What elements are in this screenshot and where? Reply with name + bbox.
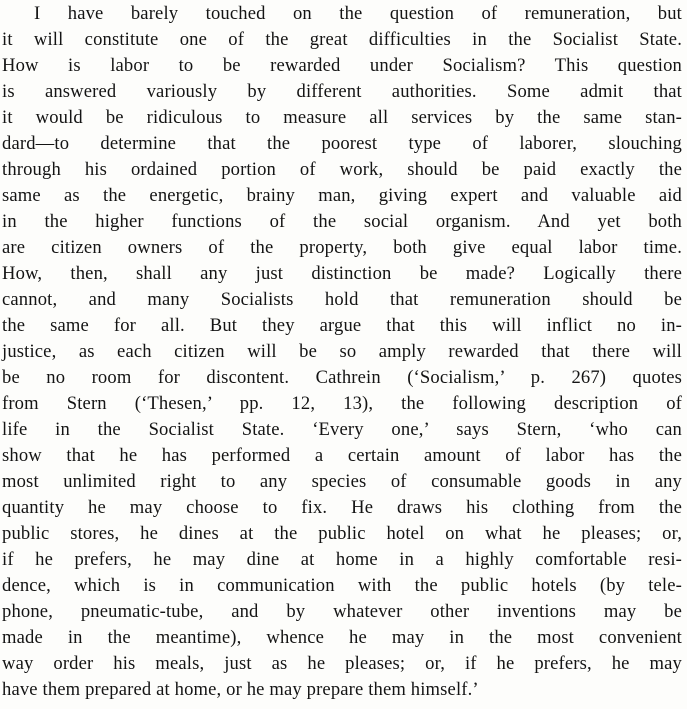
text-line: How is labor to be rewarded under Socialism? This question bbox=[2, 55, 682, 76]
text-line: in the higher functions of the social organism. And yet both bbox=[2, 211, 682, 232]
text-line: most unlimited right to any species of consumable goods in any bbox=[2, 471, 682, 492]
text-line: from Stern (‘Thesen,’ pp. 12, 13), the following description of bbox=[2, 393, 682, 414]
text-line: made in the meantime), whence he may in the most convenient bbox=[2, 627, 682, 648]
text-line: way order his meals, just as he pleases; or, if he prefers, he may bbox=[2, 653, 682, 674]
text-line: life in the Socialist State. ‘Every one,’ says Stern, ‘who can bbox=[2, 419, 682, 440]
text-line: quantity he may choose to fix. He draws his clothing from the bbox=[2, 497, 682, 518]
text-line: I have barely touched on the question of remuneration, but bbox=[34, 3, 682, 24]
text-line: phone, pneumatic-tube, and by whatever other inventions may be bbox=[2, 601, 682, 622]
text-line: have them prepared at home, or he may prepare them himself.’ bbox=[2, 679, 479, 700]
text-line: is answered variously by different authorities. Some admit that bbox=[2, 81, 682, 102]
text-line: if he prefers, he may dine at home in a highly comfortable resi- bbox=[2, 549, 682, 570]
text-line: it will constitute one of the great difficulties in the Socialist State. bbox=[2, 29, 682, 50]
text-line: the same for all. But they argue that this will inflict no in- bbox=[2, 315, 682, 336]
text-line: How, then, shall any just distinction be made? Logically there bbox=[2, 263, 682, 284]
text-line: dence, which is in communication with the public hotels (by tele- bbox=[2, 575, 682, 596]
text-line: are citizen owners of the property, both give equal labor time. bbox=[2, 237, 682, 258]
text-line: same as the energetic, brainy man, giving expert and valuable aid bbox=[2, 185, 682, 206]
text-line: through his ordained portion of work, should be paid exactly the bbox=[2, 159, 682, 180]
text-line: it would be ridiculous to measure all services by the same stan- bbox=[2, 107, 682, 128]
text-line: public stores, he dines at the public hotel on what he pleases; or, bbox=[2, 523, 682, 544]
text-line: be no room for discontent. Cathrein (‘Socialism,’ p. 267) quotes bbox=[2, 367, 682, 388]
text-line: justice, as each citizen will be so amply rewarded that there will bbox=[2, 341, 682, 362]
text-line: dard—to determine that the poorest type of laborer, slouching bbox=[2, 133, 682, 154]
text-line: cannot, and many Socialists hold that remuneration should be bbox=[2, 289, 682, 310]
text-line: show that he has performed a certain amount of labor has the bbox=[2, 445, 682, 466]
